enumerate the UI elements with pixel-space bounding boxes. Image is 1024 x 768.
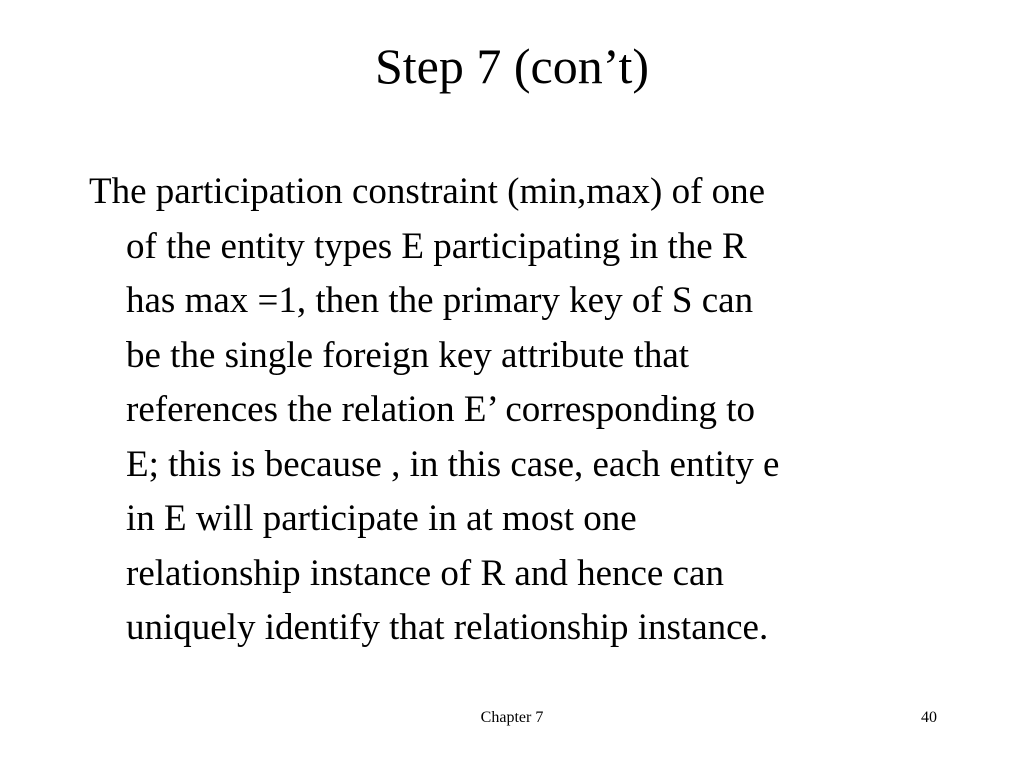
body-line: of the entity types E participating in the R xyxy=(126,225,747,267)
footer-chapter: Chapter 7 xyxy=(480,709,544,726)
body-line: has max =1, then the primary key of S can xyxy=(126,280,754,321)
slide-title: Step 7 (con’t) xyxy=(374,38,650,94)
body-line: relationship instance of R and hence can xyxy=(126,552,724,594)
body-line: uniquely identify that relationship instance. xyxy=(126,607,769,648)
body-line: in E will participate in at most one xyxy=(126,498,637,539)
footer-page-number: 40 xyxy=(921,709,937,726)
body-line: The participation constraint (min,max) of one xyxy=(89,171,766,212)
body-line: be the single foreign key attribute that xyxy=(126,334,690,376)
body-line: references the relation E’ corresponding to xyxy=(126,389,756,430)
body-line: E; this is because , in this case, each entity e xyxy=(126,443,780,485)
slide-body xyxy=(89,165,949,656)
